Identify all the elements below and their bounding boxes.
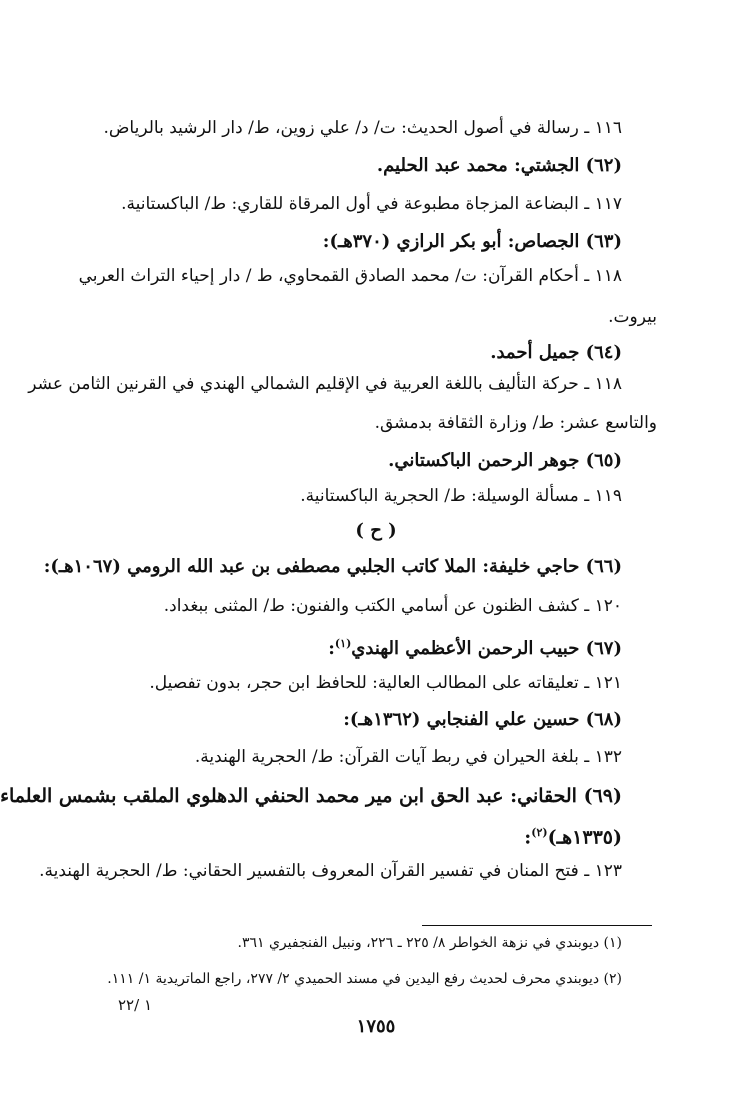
author-heading-69-colon: : (524, 826, 532, 849)
footnote-2: (٢) ديوبندي محرف لحديث رفع اليدين في مسند الحميدي ٢/ ٢٧٧، راجع الماتريدية ١/ ١١١. (107, 971, 622, 987)
author-heading-67 (90, 630, 622, 663)
author-heading-69-cont (90, 819, 622, 851)
entry-132: ١٣٢ ـ بلغة الحيران في ربط آيات القرآن: ط/ الحجرية الهندية. (194, 747, 622, 767)
author-heading-65: (٦٥) جوهر الرحمن الباكستاني. (388, 450, 622, 471)
author-heading-64: (٦٤) جميل أحمد. (490, 342, 622, 363)
entry-118-b: ١١٨ ـ حركة التأليف باللغة العربية في الإقليم الشمالي الهندي في القرنين الثامن عشر (28, 374, 622, 394)
entry-121: ١٢١ ـ تعليقاته على المطالب العالية: للحافظ ابن حجر، بدون تفصيل. (149, 673, 622, 693)
entry-123: ١٢٣ ـ فتح المنان في تفسير القرآن المعروف بالتفسير الحقاني: ط/ الحجرية الهندية. (39, 861, 622, 881)
entry-118-b-cont: والتاسع عشر: ط/ وزارة الثقافة بدمشق. (374, 413, 657, 433)
author-heading-69-date: (١٣٣٥هـ) (547, 826, 622, 849)
entry-118-a: ١١٨ ـ أحكام القرآن: ت/ محمد الصادق القمحاوي، ط / دار إحياء التراث العربي (78, 266, 622, 286)
entry-119: ١١٩ ـ مسألة الوسيلة: ط/ الحجرية الباكستانية. (300, 486, 622, 506)
footnote-ref-1: (١) (334, 637, 352, 650)
entry-118-a-cont: بيروت. (608, 307, 657, 327)
author-heading-67-text: (٦٧) حبيب الرحمن الأعظمي الهندي (351, 638, 622, 659)
author-heading-68: (٦٨) حسين علي الفنجابي (١٣٦٢هـ): (343, 709, 622, 730)
footnote-separator (422, 925, 652, 926)
entry-120: ١٢٠ ـ كشف الظنون عن أسامي الكتب والفنون: ط/ المثنى ببغداد. (163, 596, 622, 616)
author-heading-62: (٦٢) الجشتي: محمد عبد الحليم. (376, 155, 622, 176)
footnote-2-handwritten-note: ١ /٢٢ (118, 996, 153, 1014)
entry-116: ١١٦ ـ رسالة في أصول الحديث: ت/ د/ علي زوين، ط/ دار الرشيد بالرياض. (103, 118, 622, 138)
entry-117: ١١٧ ـ البضاعة المزجاة مطبوعة في أول المرقاة للقاري: ط/ الباكستانية. (121, 194, 622, 214)
author-heading-63: (٦٣) الجصاص: أبو بكر الرازي (٣٧٠هـ): (322, 231, 622, 252)
footnote-1: (١) ديوبندي في نزهة الخواطر ٨/ ٢٢٥ ـ ٢٢٦، ونبيل الفنجفيري ٣٦١. (237, 935, 622, 951)
author-heading-66: (٦٦) حاجي خليفة: الملا كاتب الجلبي مصطفى بن عبد الله الرومي (١٠٦٧هـ): (43, 556, 622, 577)
section-letter-ha: ( ح ) (355, 520, 397, 541)
footnote-ref-2: (٢) (531, 826, 548, 839)
page-number: ١٧٥٥ (356, 1016, 396, 1037)
author-heading-69: (٦٩) الحقاني: عبد الحق ابن مير محمد الحنفي الدهلوي الملقب بشمس العلماء (0, 785, 622, 807)
author-heading-67-colon: : (328, 638, 335, 659)
